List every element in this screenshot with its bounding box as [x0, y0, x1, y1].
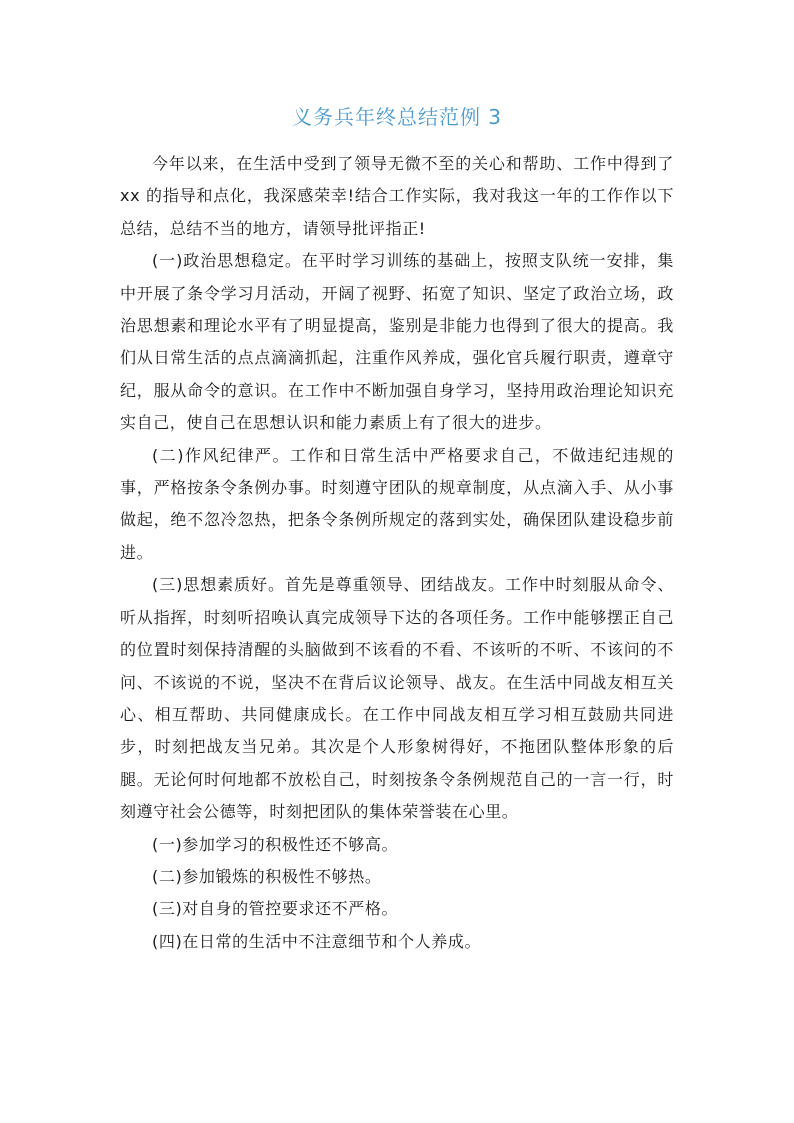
paragraph-political: (一)政治思想稳定。在平时学习训练的基础上，按照支队统一安排，集中开展了条令学习月活动，开阔了视野、拓宽了知识、坚定了政治立场，政治思想素和理论水平有了明显提高，鉴别是非能力也得到了很大的提高。我们从日常生活的点点滴滴抓起，注重作风养成，强化官兵履行职责，遵章守纪，服从命令的意识。在工作中不断加强自身学习，坚持用政治理论知识充实自己，使自己在思想认识和能力素质上有了很大的进步。 [120, 251, 674, 433]
paragraph-discipline: (二)作风纪律严。工作和日常生活中严格要求自己，不做违纪违规的事，严格按条令条例办事。时刻遵守团队的规章制度，从点滴入手、从小事做起，绝不忽冷忽热，把条令条例所规定的落到实处，确保团队建设稳步前进。 [120, 445, 674, 562]
list-item-shortcoming-3: (三)对自身的管控要求还不严格。 [152, 899, 399, 919]
list-item-shortcoming-2: (二)参加锻炼的积极性不够热。 [152, 866, 382, 886]
paragraph-ideology: (三)思想素质好。首先是尊重领导、团结战友。工作中时刻服从命令、听从指挥，时刻听招唤认真完成领导下达的各项任务。工作中能够摆正自己的位置时刻保持清醒的头脑做到不该看的不看、不该听的不听、不该问的不问、不该说的不说，坚决不在背后议论领导、战友。在生活中同战友相互关心、相互帮助、共同健康成长。在工作中同战友相互学习相互鼓励共同进步，时刻把战友当兄弟。其次是个人形象树得好，不拖团队整体形象的后腿。无论何时何地都不放松自己，时刻按条令条例规范自己的一言一行，时刻遵守社会公德等，时刻把团队的集体荣誉装在心里。 [120, 575, 674, 822]
list-item-shortcoming-4: (四)在日常的生活中不注意细节和个人养成。 [152, 931, 482, 951]
paragraph-intro: 今年以来，在生活中受到了领导无微不至的关心和帮助、工作中得到了 xx 的指导和点化，我深感荣幸!结合工作实际，我对我这一年的工作作以下总结，总结不当的地方，请领导批评指正! [120, 154, 674, 238]
document-body [120, 148, 674, 958]
document-title: 义务兵年终总结范例 3 [291, 105, 503, 129]
list-item-shortcoming-1: (一)参加学习的积极性还不够高。 [152, 834, 399, 854]
